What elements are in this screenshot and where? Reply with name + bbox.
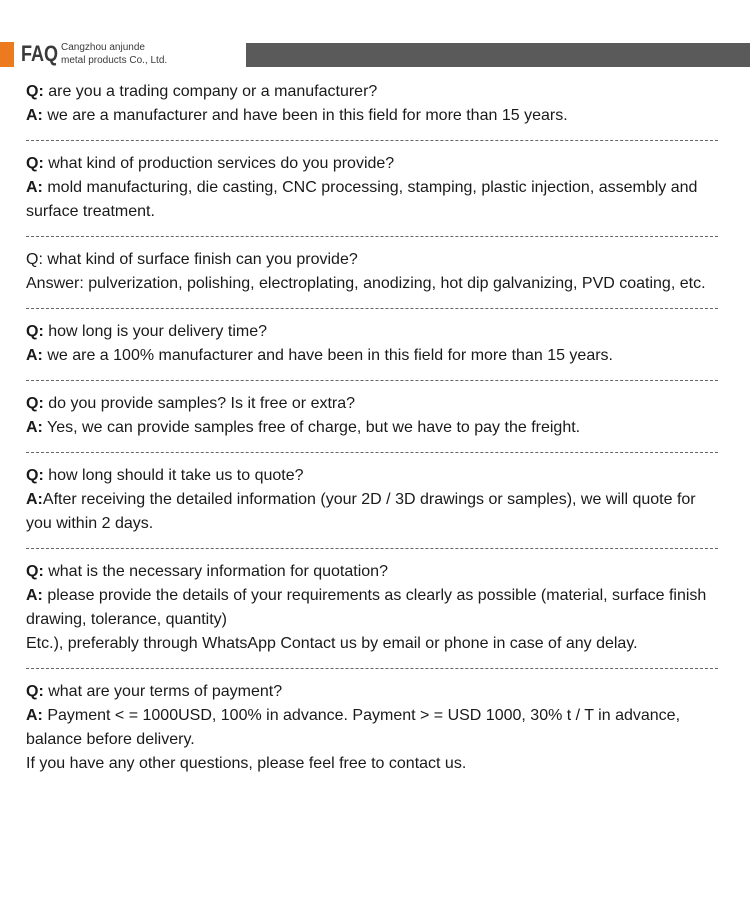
accent-tab <box>0 42 14 67</box>
company-line-2: metal products Co., Ltd. <box>61 55 168 66</box>
a-label: A: <box>26 587 43 604</box>
question <box>26 464 718 488</box>
question-text: what is the necessary information for quotation? <box>43 563 388 580</box>
divider <box>26 368 718 392</box>
answer-text: please provide the details of your requirements as clearly as possible (material, surface finish drawing, tolerance, quantity) <box>26 587 707 628</box>
question <box>26 560 718 584</box>
company-line-1: Cangzhou anjunde <box>61 42 145 53</box>
divider <box>26 440 718 464</box>
question-text: how long is your delivery time? <box>43 323 267 340</box>
q-label: Q: <box>26 323 44 340</box>
answer <box>26 344 718 368</box>
question <box>26 80 718 104</box>
closing-note: If you have any other questions, please feel free to contact us. <box>26 755 467 772</box>
answer-text: mold manufacturing, die casting, CNC processing, stamping, plastic injection, assembly and surface treatment. <box>26 179 698 220</box>
q-label: Q: <box>26 563 44 580</box>
a-label: A: <box>26 179 43 196</box>
a-label: A: <box>26 107 43 124</box>
q-label: Q: <box>26 155 44 172</box>
q-label: Q: <box>26 683 44 700</box>
answer-text: After receiving the detailed information (your 2D / 3D drawings or samples), we will quote for you within 2 days. <box>26 491 696 532</box>
question-text: do you provide samples? Is it free or extra? <box>43 395 356 412</box>
answer <box>26 416 718 440</box>
answer <box>26 272 718 296</box>
answer <box>26 704 718 752</box>
answer-text: Yes, we can provide samples free of charge, but we have to pay the freight. <box>42 419 581 436</box>
answer-text: Answer: pulverization, polishing, electroplating, anodizing, hot dip galvanizing, PVD coating, etc. <box>26 275 706 292</box>
question-text: what kind of production services do you provide? <box>43 155 395 172</box>
question <box>26 152 718 176</box>
divider <box>26 296 718 320</box>
faq-item-1 <box>26 80 718 128</box>
question <box>26 680 718 704</box>
answer <box>26 176 718 224</box>
header-bar <box>246 43 750 67</box>
q-label: Q: <box>26 467 44 484</box>
question <box>26 392 718 416</box>
question-text: how long should it take us to quote? <box>43 467 304 484</box>
faq-item-4 <box>26 320 718 368</box>
answer <box>26 584 718 632</box>
faq-item-7 <box>26 560 718 656</box>
a-label: A: <box>26 347 43 364</box>
faq-item-5 <box>26 392 718 440</box>
question-text: what are your terms of payment? <box>43 683 283 700</box>
answer-extra: Etc.), preferably through WhatsApp Contact us by email or phone in case of any delay. <box>26 635 638 652</box>
faq-list <box>26 80 718 776</box>
faq-item-3 <box>26 248 718 296</box>
q-label: Q: <box>26 83 44 100</box>
answer-text: we are a 100% manufacturer and have been in this field for more than 15 years. <box>42 347 613 364</box>
answer <box>26 488 718 536</box>
question-text: are you a trading company or a manufacturer? <box>43 83 378 100</box>
company-name <box>61 41 167 67</box>
question-text: Q: what kind of surface finish can you provide? <box>26 251 358 268</box>
divider <box>26 656 718 680</box>
answer <box>26 104 718 128</box>
answer-text: we are a manufacturer and have been in this field for more than 15 years. <box>42 107 568 124</box>
a-label: A: <box>26 419 43 436</box>
faq-title: FAQ <box>21 41 59 66</box>
divider <box>26 224 718 248</box>
faq-header <box>0 40 750 70</box>
divider <box>26 536 718 560</box>
faq-item-8 <box>26 680 718 776</box>
a-label: A: <box>26 707 43 724</box>
faq-item-2 <box>26 152 718 224</box>
question <box>26 320 718 344</box>
answer-text: Payment < = 1000USD, 100% in advance. Payment > = USD 1000, 30% t / T in advance, balance before delivery. <box>26 707 681 748</box>
divider <box>26 128 718 152</box>
a-label: A: <box>26 491 43 508</box>
q-label: Q: <box>26 395 44 412</box>
question <box>26 248 718 272</box>
faq-item-6 <box>26 464 718 536</box>
